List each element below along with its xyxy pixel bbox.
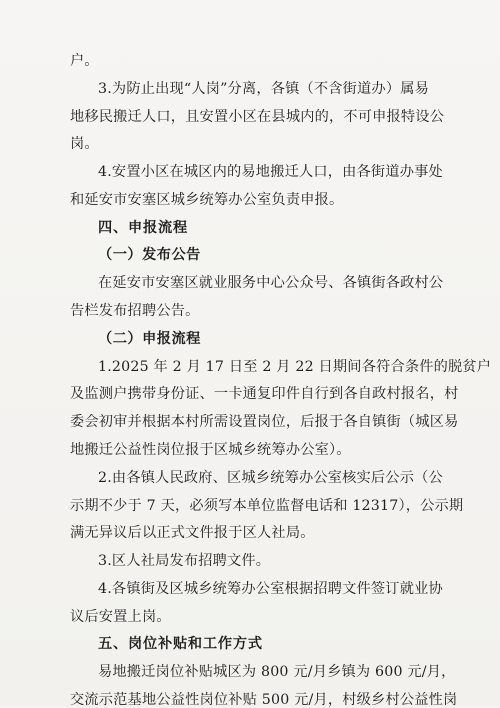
subsection-heading: （二）申报流程 <box>98 330 201 347</box>
text-line: 岗。 <box>70 136 99 153</box>
text-line: 4.各镇街及区城乡统筹办公室根据招聘文件签订就业协 <box>98 580 443 597</box>
text-line: 易地搬迁岗位补贴城区为 800 元/月乡镇为 600 元/月， <box>98 664 456 681</box>
section-heading: 四、申报流程 <box>98 219 188 236</box>
text-line: 4.安置小区在城区内的易地搬迁人口，由各街道办事处 <box>98 164 443 181</box>
text-line: 交流示范基地公益性岗位补贴 500 元/月，村级乡村公益性岗 <box>70 692 458 708</box>
text-line: 告栏发布招聘公告。 <box>70 303 200 320</box>
text-line: 及监测户携带身份证、一卡通复印件自行到各自政村报名，村 <box>70 386 459 403</box>
text-line: 和延安市安塞区城乡统筹办公室负责申报。 <box>70 191 344 208</box>
text-line: 地移民搬迁人口，且安置小区在县城内的，不可申报特设公 <box>70 108 445 125</box>
text-line: 示期不少于 7 天，必须写本单位监督电话和 12317），公示期 <box>70 497 464 514</box>
text-line: 满无异议后以正式文件报于区人社局。 <box>70 525 315 542</box>
text-line: 3.为防止出现“人岗”分离，各镇（不含街道办）属易 <box>98 80 429 97</box>
text-line: 议后安置上岗。 <box>70 608 171 625</box>
text-line: 地搬迁公益性岗位报于区城乡统筹办公室）。 <box>70 441 351 458</box>
text-line: 2.由各镇人民政府、区城乡统筹办公室核实后公示（公 <box>98 469 443 486</box>
text-line: 3.区人社局发布招聘文件。 <box>98 553 271 570</box>
subsection-heading: （一）发布公告 <box>98 247 201 264</box>
section-heading: 五、岗位补贴和工作方式 <box>98 636 263 653</box>
text-line: 委会初审并根据本村所需设置岗位，后报于各自镇街（城区易 <box>70 414 459 431</box>
text-line: 户。 <box>70 53 99 69</box>
text-line: 1.2025 年 2 月 17 日至 2 月 22 日期间各符合条件的脱贫户 <box>98 358 492 375</box>
text-line: 在延安市安塞区就业服务中心公众号、各镇街各政村公 <box>98 275 444 292</box>
